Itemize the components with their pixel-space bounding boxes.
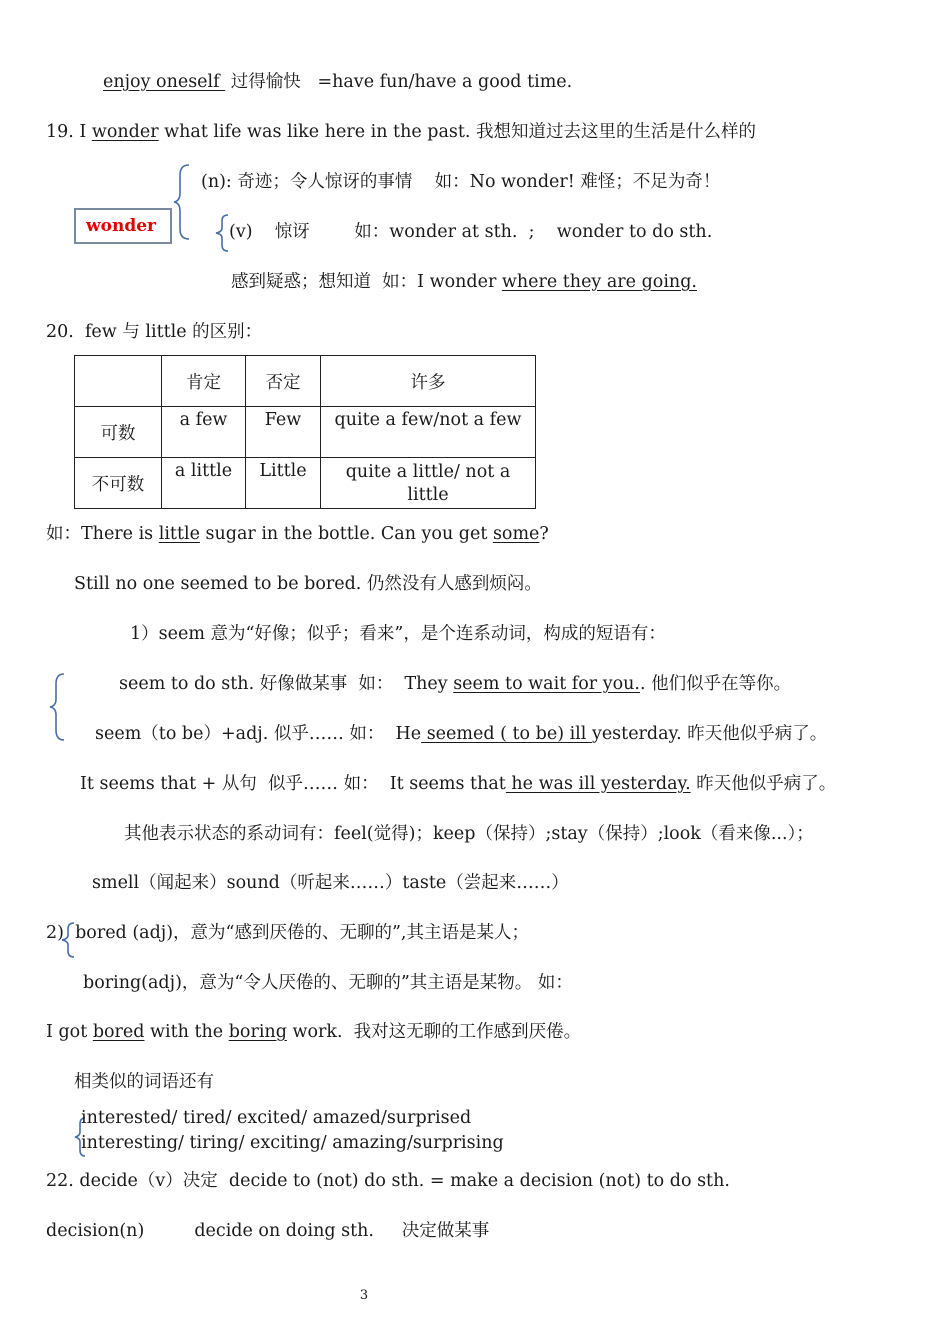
table-cell (75, 356, 162, 407)
seem-adj-line: seem（to be）+adj. 似乎…… 如： He seemed ( to be) ill yesterday. 昨天他似乎病了。 (95, 724, 828, 744)
table-cell: Few (246, 407, 321, 458)
underlined-word: bored (92, 1022, 145, 1042)
boring-line: boring(adj)，意为“令人厌倦的、无聊的”其主语是某物。 如： (83, 973, 573, 993)
example-sentence: 如：There is little sugar in the bottle. Can you get some? (46, 524, 549, 544)
it-seems-that-line: It seems that + 从句 似乎…… 如： It seems that he was ill yesterday. 昨天他似乎病了。 (80, 774, 837, 794)
brace-icon (48, 672, 68, 742)
underlined-phrase: seemed ( to be) ill (421, 724, 592, 744)
table-cell: a few (162, 407, 246, 458)
table-header-cell: 否定 (246, 356, 321, 407)
table-row (75, 458, 536, 509)
table-header-cell: 许多 (321, 356, 536, 407)
underlined-phrase: seem to wait for you. (453, 674, 640, 694)
table-row (75, 407, 536, 458)
wonder-meaning-line: 感到疑惑；想知道 如：I wonder where they are going. (231, 272, 697, 292)
table-row-label: 可数 (75, 407, 162, 458)
wonder-verb-line: (v) 惊讶 如：wonder at sth. ; wonder to do sth. (229, 222, 713, 242)
table-cell: quite a little/ not a little (321, 458, 536, 509)
brace-icon (172, 163, 192, 241)
underlined-phrase: where they are going. (501, 272, 697, 292)
underlined-phrase: he was ill yesterday. (505, 774, 691, 794)
decision-line: decision(n) decide on doing sth. 决定做某事 (46, 1221, 490, 1241)
still-no-one-line: Still no one seemed to be bored. 仍然没有人感到烦闷。 (74, 574, 542, 594)
item-22-heading: 22. decide（v）决定 decide to (not) do sth. = make a decision (not) to do sth. (46, 1171, 730, 1191)
table-cell: a little (162, 458, 246, 509)
item-20-heading: 20. few 与 little 的区别： (46, 322, 263, 342)
seem-to-do-line: seem to do sth. 好像做某事 如： They seem to wait for you.. 他们似乎在等你。 (119, 674, 792, 694)
table-cell: quite a few/not a few (321, 407, 536, 458)
item-19-heading: 19. I wonder what life was like here in the past. 我想知道过去这里的生活是什么样的 (46, 122, 757, 142)
underlined-phrase: enjoy oneself (103, 72, 226, 92)
few-little-table (74, 355, 536, 509)
similar-words-line: 相类似的词语还有 (74, 1072, 214, 1092)
page-number: 3 (359, 1288, 369, 1303)
sense-verbs-line: smell（闻起来）sound（听起来……）taste（尝起来……） (92, 873, 569, 893)
linking-verbs-line: 其他表示状态的系动词有：feel(觉得)；keep（保持）;stay（保持）;look（看来像...）； (124, 824, 814, 844)
ing-adjectives-line: interesting/ tiring/ exciting/ amazing/surprising (81, 1133, 504, 1153)
line-enjoy-oneself: enjoy oneself 过得愉快 =have fun/have a good time. (103, 72, 573, 92)
wonder-label-box (74, 208, 172, 244)
wonder-noun-line: (n): 奇迹；令人惊讶的事情 如：No wonder! 难怪；不足为奇！ (201, 172, 721, 192)
seem-intro-line: 1）seem 意为“好像；似乎；看来”，是个连系动词，构成的短语有： (130, 624, 666, 644)
bored-line: 2) bored (adj)，意为“感到厌倦的、无聊的”,其主语是某人； (46, 923, 529, 943)
wonder-label: wonder (86, 216, 156, 236)
table-header-row (75, 356, 536, 407)
underlined-word: some (492, 524, 540, 544)
underlined-word: little (158, 524, 200, 544)
brace-icon (214, 213, 230, 253)
underlined-word: boring (228, 1022, 287, 1042)
bored-example-line: I got bored with the boring work. 我对这无聊的工作感到厌倦。 (46, 1022, 582, 1042)
table-cell: Little (246, 458, 321, 509)
ed-adjectives-line: interested/ tired/ excited/ amazed/surprised (81, 1108, 472, 1128)
underlined-word: wonder (91, 122, 159, 142)
table-row-label: 不可数 (75, 458, 162, 509)
table-header-cell: 肯定 (162, 356, 246, 407)
